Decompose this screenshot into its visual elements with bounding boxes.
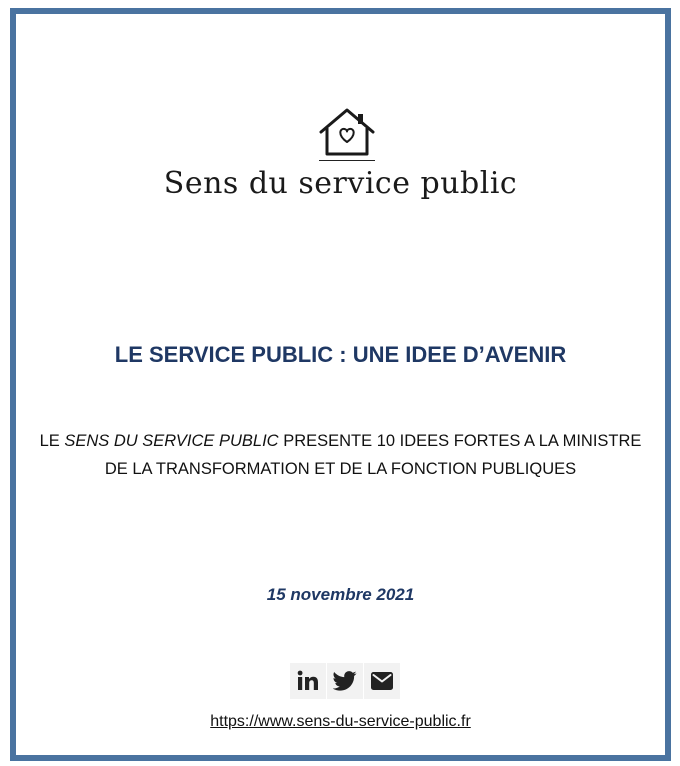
twitter-icon[interactable] xyxy=(327,663,363,699)
linkedin-icon[interactable] xyxy=(290,663,326,699)
document-date: 15 novembre 2021 xyxy=(266,585,415,604)
document-title: LE SERVICE PUBLIC : UNE IDEE D’AVENIR xyxy=(114,342,567,367)
subtitle-prefix: LE xyxy=(39,432,65,450)
house-heart-icon xyxy=(317,102,377,162)
cover-frame xyxy=(10,8,671,761)
brand-name: Sens du service public xyxy=(163,166,518,201)
social-links xyxy=(290,662,404,700)
website-url[interactable]: https://www.sens-du-service-public.fr xyxy=(210,713,471,730)
subtitle-emphasis: SENS DU SERVICE PUBLIC xyxy=(64,432,279,450)
website-link[interactable] xyxy=(16,710,665,734)
subtitle-rest: PRESENTE 10 IDEES FORTES A LA MINISTRE DE LA TRANSFORMATION ET DE LA FONCTION PUBLIQUES xyxy=(104,432,642,478)
document-subtitle xyxy=(36,427,645,483)
email-icon[interactable] xyxy=(364,663,400,699)
logo-divider xyxy=(319,160,375,161)
